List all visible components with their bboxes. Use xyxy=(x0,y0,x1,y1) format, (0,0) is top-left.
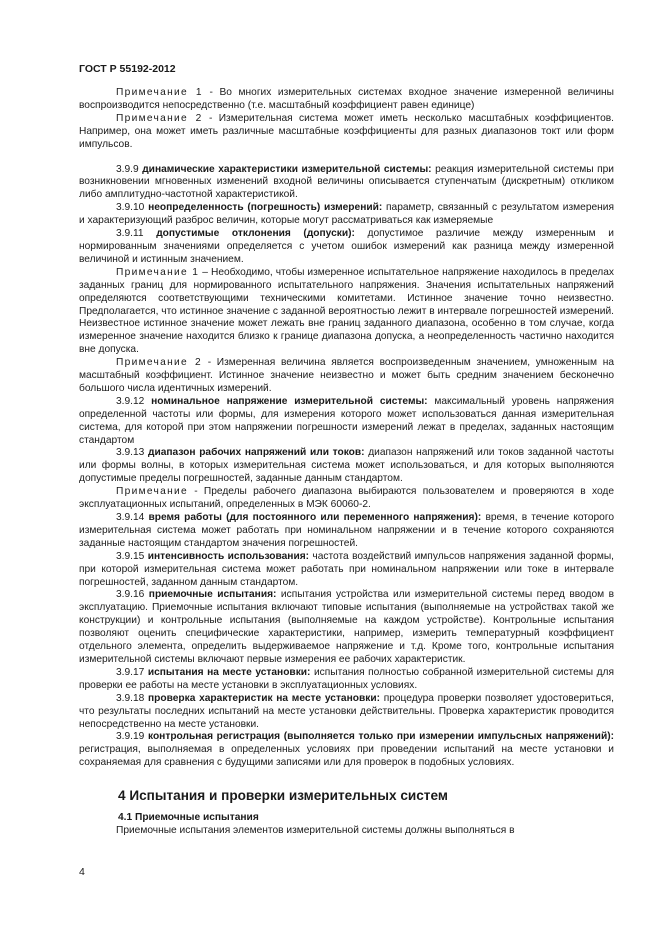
definition-3-9-18 xyxy=(79,693,614,732)
definition-number: 3.9.14 xyxy=(116,512,145,523)
note-label: Примечание 1 xyxy=(116,87,203,98)
definition-term: время работы (для постоянного или переменного напряжения): xyxy=(148,512,482,523)
definition-number: 3.9.17 xyxy=(116,666,145,678)
definition-term: испытания на месте установки: xyxy=(147,666,311,678)
definition-term: диапазон рабочих напряжений или токов: xyxy=(148,447,365,459)
standard-header: ГОСТ Р 55192-2012 xyxy=(79,63,176,75)
note-text: - Во многих измерительных системах входное значение измеренной величины воспроизводится непосредственно (т.е. масштабный коэффициент равен единице) xyxy=(79,87,614,111)
note-text: - Пределы рабочего диапазона выбираются пользователем и проверяются в ходе эксплуатационных испытаний, определенных в МЭК 60060-2. xyxy=(79,486,614,511)
note-label: Примечание 2 xyxy=(116,112,203,124)
definition-text: регистрация, выполняемая в определенных условиях при проведении испытаний на месте установки и сохраняемая для сравнения с будущими записями или для проверок в подобных условиях. xyxy=(79,744,614,769)
definition-text: параметр, связанный с результатом измерения и характеризующий разброс величин, которые могут рассматриваться как измеряемые xyxy=(79,202,614,227)
note-paragraph xyxy=(79,267,614,357)
definition-text: реакция измерительной системы при возникновении мгновенных изменений входной величины описывается ступенчатым (дискретным) откликом либо амплитудно-частотной характеристикой. xyxy=(79,163,614,201)
definition-term: интенсивность использования: xyxy=(147,550,310,562)
definition-3-9-14 xyxy=(79,512,614,551)
definition-3-9-10 xyxy=(79,202,614,228)
definition-term: контрольная регистрация (выполняется только при измерении импульсных напряжений): xyxy=(148,731,614,743)
definition-number: 3.9.19 xyxy=(116,731,145,743)
definition-number: 3.9.13 xyxy=(116,447,145,459)
definition-term: неопределенность (погрешность) измерений: xyxy=(148,202,383,214)
note-paragraph xyxy=(79,87,614,113)
definition-number: 3.9.15 xyxy=(116,550,145,562)
spacer xyxy=(79,152,614,164)
definition-text: испытания полностью собранной измерительной системы для проверки ее работы на месте установки в эксплуатационных условиях. xyxy=(79,666,614,691)
definition-3-9-19 xyxy=(79,731,614,770)
note-label: Примечание 2 xyxy=(116,357,202,369)
definition-text: время, в течение которого измерительная система может работать при номинальном напряжении и в течение которого сохраняются заданные настоящим стандартом значения погрешностей. xyxy=(79,512,614,549)
definition-text: процедура проверки позволяет удостовериться, что результаты последних испытаний на месте установки действительны. Проверка характеристик проводится непосредственно на месте установки. xyxy=(79,692,614,730)
definition-term: допустимые отклонения (допуски): xyxy=(156,228,355,240)
definition-text: максимальный уровень напряжения определенной частоты или формы, для измерения которого может использоваться данная измерительная система, для которой при этом напряжении погрешности измерений лежат в пределах, заданных настоящим стандартом xyxy=(79,395,614,446)
definition-3-9-13 xyxy=(79,447,614,486)
body-paragraph: Приемочные испытания элементов измерительной системы должны выполняться в xyxy=(116,825,515,837)
section-heading: 4 Испытания и проверки измерительных систем xyxy=(118,788,448,804)
definition-term: номинальное напряжение измерительной системы: xyxy=(151,395,428,407)
definition-3-9-16 xyxy=(79,589,614,666)
definition-3-9-11 xyxy=(79,228,614,267)
note-paragraph xyxy=(79,113,614,152)
subsection-heading: 4.1 Приемочные испытания xyxy=(118,812,259,824)
definition-term: динамические характеристики измерительной системы: xyxy=(142,163,432,175)
note-label: Примечание xyxy=(116,486,188,498)
note-text: - Измеренная величина является воспроизведенным значением, умноженным на масштабный коэффициент. Истинное значение неизвестно и может быть средним значением бесконечно большого числа идентичных измерений. xyxy=(79,357,615,394)
definition-number: 3.9.11 xyxy=(116,228,144,240)
definition-3-9-15 xyxy=(79,551,614,590)
definition-text: испытания устройства или измерительной системы перед вводом в эксплуатацию. Приемочные испытания включают типовые испытания (выполняемые на устройствах такой же конструкции) и контрольные испытания (выполняемые на каждом устройстве). Контрольные испытания позволяют оценить специфические характеристики, например, измерить температурный коэффициент отдельного элемента, определить выдерживаемое напряжение и т.д. Кроме того, контрольные испытания измерительной системы включают первые измерения ее рабочих характеристик. xyxy=(79,589,614,665)
definition-number: 3.9.9 xyxy=(116,163,139,175)
note-text: – Необходимо, чтобы измеренное испытательное напряжение находилось в пределах заданных границ для нормированного испытательного напряжения. Значения испытательных напряжений определяются соответствующими техническими комитетами. Истинное значение точно неизвестно. Предполагается, что истинное значение с заданной вероятностью лежит в интервале погрешностей измерений. Неизвестное истинное значение может лежать вне границ заданного диапазона, особенно в том случае, когда измеренное значение находится близко к границе диапазона допуска, а неопределенность частично находится вне допуска. xyxy=(79,266,615,356)
definition-text: частота воздействий импульсов напряжения заданной формы, при которой измерительная система может работать при номинальном напряжении или токе в интервале погрешностей, заданном данным стандартом. xyxy=(79,550,614,588)
page-number: 4 xyxy=(79,866,85,878)
definition-number: 3.9.18 xyxy=(116,692,145,704)
definition-number: 3.9.16 xyxy=(116,589,145,601)
definition-number: 3.9.12 xyxy=(116,395,145,407)
definition-number: 3.9.10 xyxy=(116,202,145,214)
definition-3-9-12 xyxy=(79,396,614,448)
note-paragraph xyxy=(79,357,614,396)
note-paragraph xyxy=(79,486,614,512)
definition-term: проверка характеристик на месте установки: xyxy=(148,692,380,704)
definition-3-9-9 xyxy=(79,164,614,203)
page-content xyxy=(79,87,614,838)
note-label: Примечание 1 xyxy=(116,266,200,278)
definition-text: допустимое различие между измеренным и нормированным значениями определяется с учетом ошибок измерений как разница между измеренной величиной и истинным значением. xyxy=(79,228,614,265)
definition-term: приемочные испытания: xyxy=(148,589,277,601)
definition-text: диапазон напряжений или токов заданной частоты или формы волны, в которых измерительная система может использоваться, и для которых выполняются допустимые пределы погрешностей, заданные данным стандартом. xyxy=(79,447,614,485)
definition-3-9-17 xyxy=(79,667,614,693)
note-text: - Измерительная система может иметь несколько масштабных коэффициентов. Например, она может иметь различные масштабные коэффициенты для разных диапазонов токт или форм импульсов. xyxy=(79,112,614,150)
